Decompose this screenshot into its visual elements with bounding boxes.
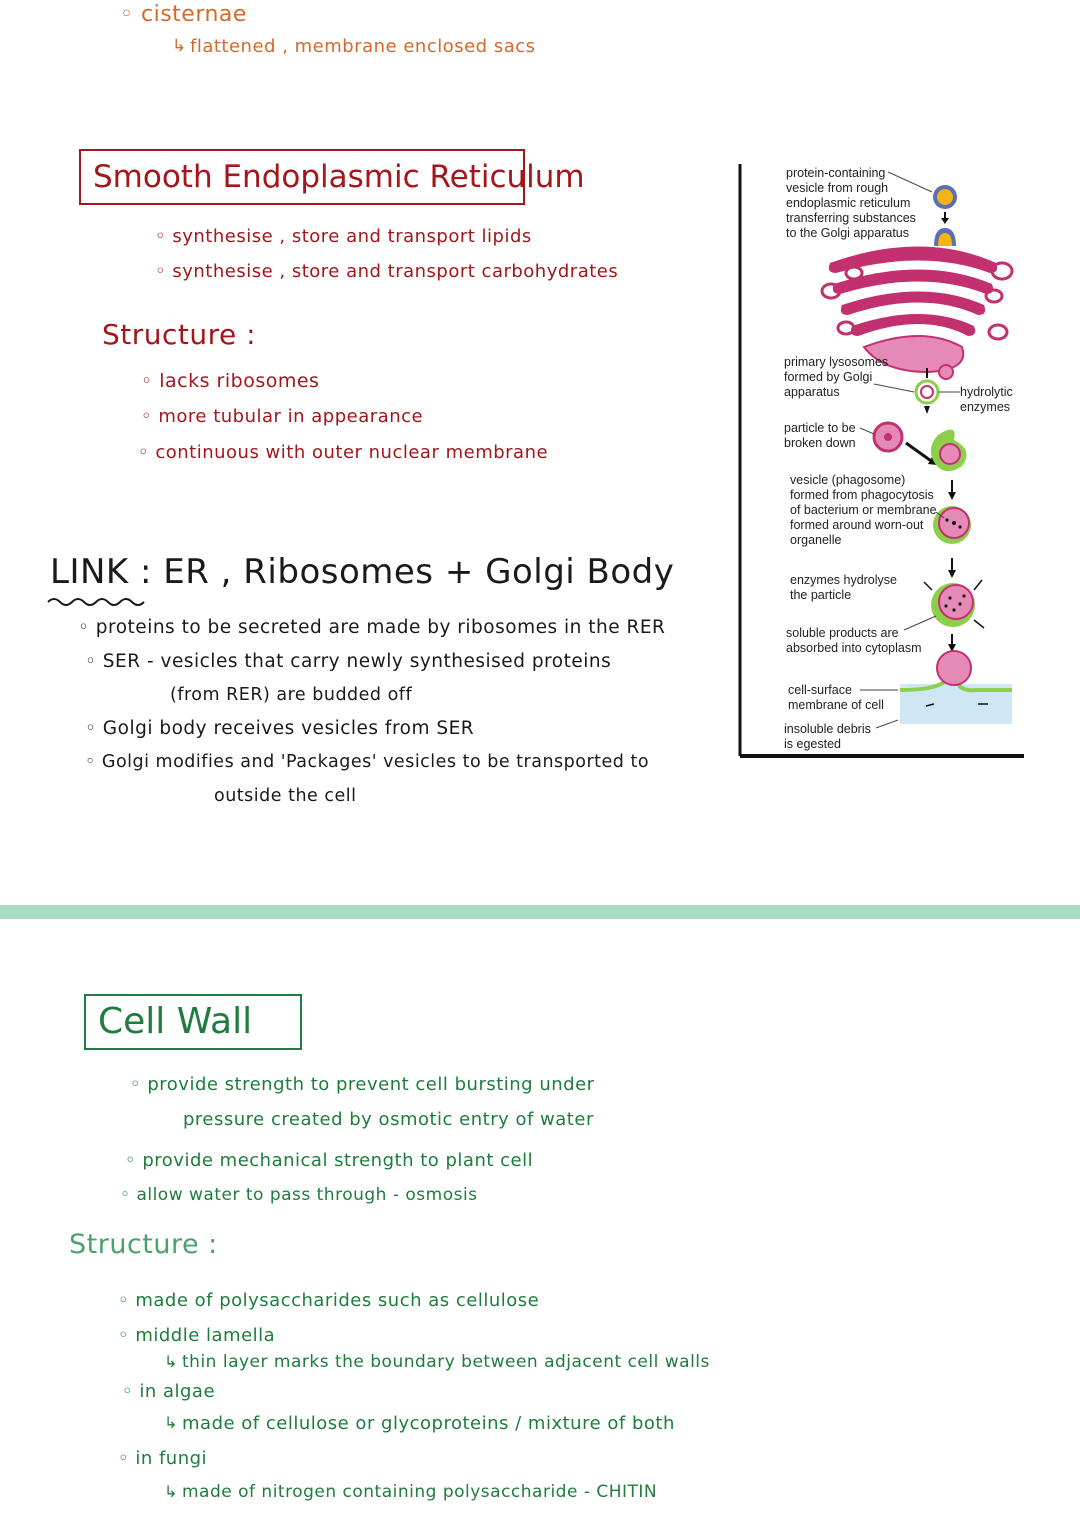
label-cell-surface: cell-surface membrane of cell: [788, 683, 884, 712]
cell-wall-structure-4: ◦ in fungi: [118, 1448, 207, 1469]
label-particle: particle to be broken down: [784, 421, 856, 450]
ser-structure-heading: Structure :: [102, 318, 257, 351]
link-point-2-cont: (from RER) are budded off: [170, 685, 413, 705]
link-point-4-cont: outside the cell: [214, 786, 357, 806]
section-divider: [0, 905, 1080, 919]
link-point-3: ◦ Golgi body receives vesicles from SER: [85, 718, 474, 739]
cisternae-desc-arrow: ↳: [172, 36, 187, 56]
label-phagosome: vesicle (phagosome) formed from phagocytosis of bacterium or membrane formed around worn-out organelle: [790, 473, 937, 547]
cell-wall-structure-4-desc: made of nitrogen containing polysaccharide - CHITIN: [182, 1482, 658, 1502]
cisternae-description: flattened , membrane enclosed sacs: [190, 36, 536, 57]
label-insoluble-debris: insoluble debris is egested: [784, 722, 871, 751]
cell-wall-function-2: ◦ provide mechanical strength to plant cell: [125, 1150, 533, 1171]
cell-wall-structure-2-arrow: ↳: [164, 1352, 178, 1371]
link-point-2: ◦ SER - vesicles that carry newly synthesised proteins: [85, 651, 611, 672]
cell-wall-structure-heading: Structure :: [69, 1229, 218, 1260]
cell-wall-structure-3-desc: made of cellulose or glycoproteins / mixture of both: [182, 1413, 675, 1434]
cell-wall-structure-2-desc: thin layer marks the boundary between adjacent cell walls: [182, 1352, 710, 1372]
cell-wall-structure-1: ◦ made of polysaccharides such as cellulose: [118, 1290, 539, 1311]
cell-wall-title: Cell Wall: [84, 994, 302, 1050]
label-enzymes-hydrolyse: enzymes hydrolyse the particle: [790, 573, 897, 602]
link-point-4: ◦ Golgi modifies and 'Packages' vesicles to be transported to: [85, 752, 649, 772]
link-heading: LINK : ER , Ribosomes + Golgi Body: [50, 552, 675, 592]
cell-wall-function-3: ◦ allow water to pass through - osmosis: [120, 1185, 478, 1205]
ser-function-1: ◦ synthesise , store and transport lipids: [155, 226, 532, 247]
ser-function-2: ◦ synthesise , store and transport carbohydrates: [155, 261, 618, 282]
label-hydrolytic-enzymes: hydrolytic enzymes: [960, 385, 1013, 414]
cell-wall-structure-2: ◦ middle lamella: [118, 1325, 275, 1346]
link-underline: [46, 594, 156, 608]
cell-wall-function-1-cont: pressure created by osmotic entry of water: [183, 1109, 594, 1130]
cell-wall-structure-3: ◦ in algae: [122, 1381, 215, 1402]
label-primary-lysosomes: primary lysosomes formed by Golgi apparatus: [784, 355, 889, 399]
ser-structure-2: ◦ more tubular in appearance: [141, 406, 423, 427]
cisternae-term: ◦ cisternae: [120, 2, 247, 27]
ser-structure-3: ◦ continuous with outer nuclear membrane: [138, 442, 548, 463]
link-point-1: ◦ proteins to be secreted are made by ribosomes in the RER: [78, 617, 665, 638]
cell-wall-function-1: ◦ provide strength to prevent cell bursting under: [130, 1074, 595, 1095]
lysosome-diagram-drawing: [738, 160, 1028, 760]
cell-wall-structure-4-arrow: ↳: [164, 1482, 178, 1501]
label-protein-vesicle: protein-containing vesicle from rough endoplasmic reticulum transferring substances to the Golgi apparatus: [786, 166, 916, 240]
ser-structure-1: ◦ lacks ribosomes: [141, 370, 319, 392]
label-soluble-products: soluble products are absorbed into cytoplasm: [786, 626, 922, 655]
lysosome-diagram: [738, 160, 1028, 760]
ser-title: Smooth Endoplasmic Reticulum: [79, 149, 525, 205]
cell-wall-structure-3-arrow: ↳: [164, 1413, 178, 1432]
